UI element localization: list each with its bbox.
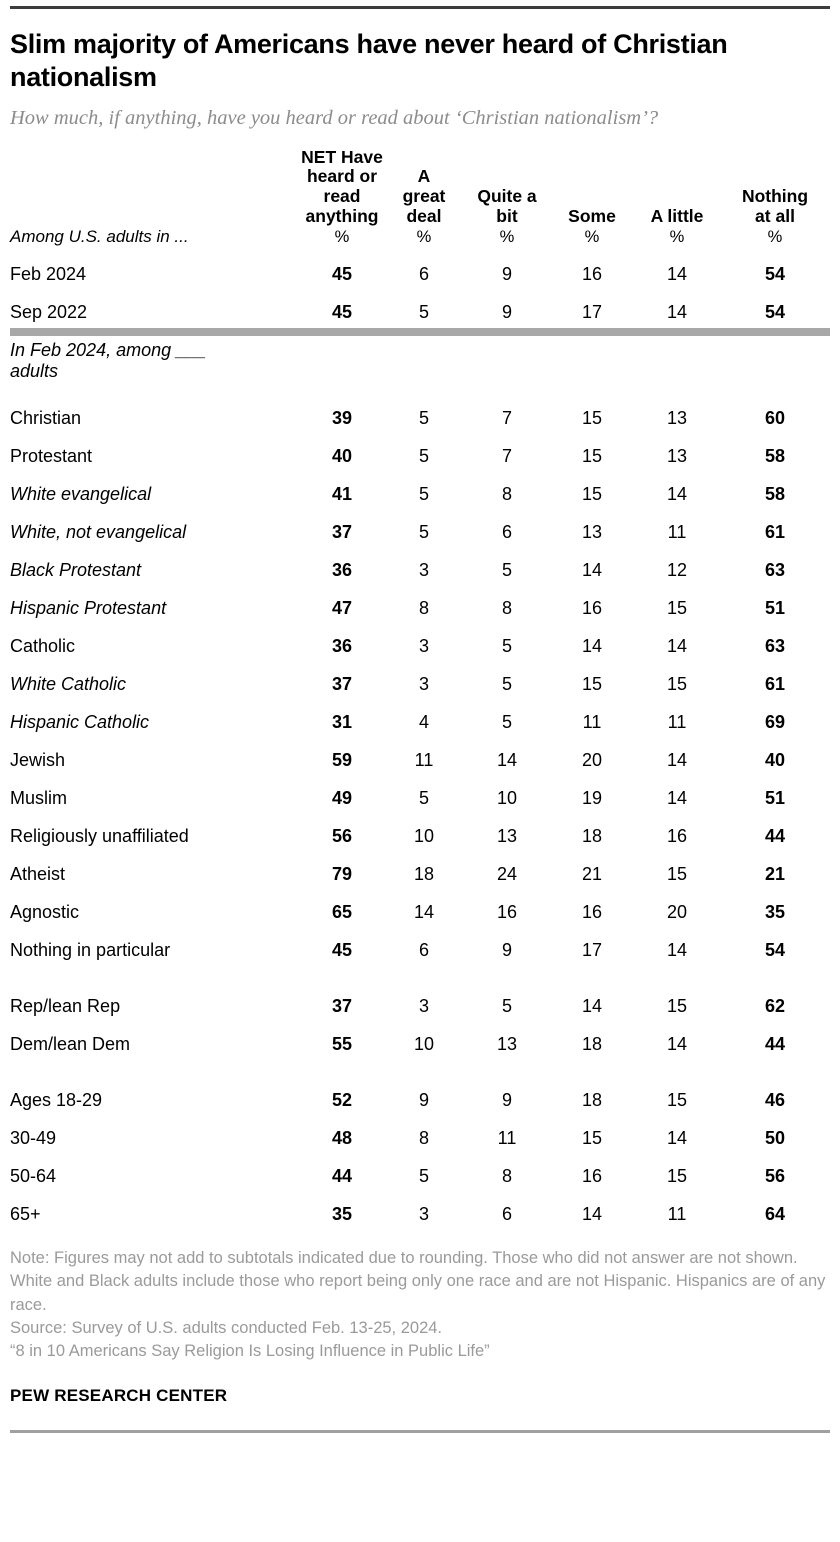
cell-value: 14	[496, 749, 518, 770]
cell-value: 36	[331, 635, 353, 656]
cell-value: 44	[331, 1165, 353, 1186]
cell-value: 8	[418, 1127, 429, 1148]
cell-value: 35	[764, 901, 786, 922]
row-label: White Catholic	[10, 673, 127, 694]
pew-research-center-logo: PEW RESEARCH CENTER	[10, 1385, 228, 1405]
cell-value: 65	[331, 901, 353, 922]
table-row	[10, 847, 830, 885]
cell-value: 15	[581, 1127, 603, 1148]
row-label: Atheist	[10, 863, 66, 884]
unit-percent-symbol: %	[767, 227, 783, 246]
cell-value: 63	[764, 559, 786, 580]
row-label: Muslim	[10, 787, 67, 808]
cell-value: 15	[581, 483, 603, 504]
cell-value: 15	[581, 445, 603, 466]
cell-value: 46	[764, 1089, 786, 1110]
cell-value: 37	[331, 521, 353, 542]
row-label: Protestant	[10, 445, 93, 466]
row-label: Catholic	[10, 635, 76, 656]
header-great-deal-line-1: A	[417, 166, 431, 187]
cell-value: 4	[418, 711, 429, 732]
cell-value: 14	[666, 301, 688, 322]
cell-value: 13	[666, 445, 688, 466]
cell-value: 16	[581, 263, 603, 284]
cell-value: 20	[666, 901, 688, 922]
section-divider-band	[10, 323, 830, 336]
cell-value: 19	[581, 787, 603, 808]
divider-bar-cell	[10, 323, 830, 336]
footer-notes	[10, 1247, 830, 1364]
cell-value: 11	[497, 1127, 517, 1148]
cell-value: 14	[666, 483, 688, 504]
cell-value: 9	[501, 301, 512, 322]
cell-value: 10	[413, 825, 435, 846]
row-label: Feb 2024	[10, 263, 87, 284]
cell-value: 15	[666, 863, 688, 884]
cell-value: 18	[581, 1033, 603, 1054]
table-row	[10, 1149, 830, 1187]
cell-value: 16	[581, 597, 603, 618]
cell-value: 45	[331, 939, 353, 960]
group-spacer-cell	[10, 961, 830, 979]
cell-value: 52	[331, 1089, 353, 1110]
cell-value: 14	[666, 635, 688, 656]
cell-value: 36	[331, 559, 353, 580]
header-nothing-at-all	[720, 148, 830, 227]
cell-value: 51	[764, 787, 786, 808]
cell-value: 69	[764, 711, 786, 732]
cell-value: 58	[764, 445, 786, 466]
top-divider	[10, 6, 830, 9]
cell-value: 15	[666, 597, 688, 618]
cell-value: 5	[501, 559, 512, 580]
row-label: Nothing in particular	[10, 939, 171, 960]
cell-value: 58	[764, 483, 786, 504]
table-row	[10, 733, 830, 771]
cell-value: 14	[581, 1203, 603, 1224]
cell-value: 5	[501, 995, 512, 1016]
cell-value: 3	[418, 559, 429, 580]
table-row	[10, 619, 830, 657]
cell-value: 9	[501, 1089, 512, 1110]
cell-value: 63	[764, 635, 786, 656]
table-row	[10, 1111, 830, 1149]
table-row	[10, 979, 830, 1017]
cell-value: 14	[666, 1127, 688, 1148]
row-label: White, not evangelical	[10, 521, 187, 542]
cell-value: 35	[331, 1203, 353, 1224]
cell-value: 61	[764, 673, 786, 694]
cell-value: 5	[418, 445, 429, 466]
header-a-great-deal	[384, 148, 464, 227]
note-text: Note: Figures may not add to subtotals indicated due to rounding. Those who did not answer are not shown. White and Black adults include those who report being only one race and are not Hispanic. Hispanics are of any race.	[10, 1248, 826, 1314]
divider-bar	[10, 328, 830, 336]
table-row	[10, 1187, 830, 1225]
cell-value: 8	[501, 597, 512, 618]
row-label: 50-64	[10, 1165, 57, 1186]
cell-value: 31	[331, 711, 353, 732]
cell-value: 17	[581, 939, 603, 960]
header-net-line-3: read	[323, 186, 361, 207]
section-header-row	[10, 336, 830, 391]
cell-value: 18	[581, 825, 603, 846]
cell-value: 5	[501, 711, 512, 732]
cell-value: 50	[764, 1127, 786, 1148]
cell-value: 9	[501, 939, 512, 960]
unit-percent-symbol: %	[499, 227, 515, 246]
header-net-line-4: anything	[305, 205, 379, 226]
table-row	[10, 505, 830, 543]
units-row-label: Among U.S. adults in ...	[10, 226, 189, 246]
table-row	[10, 1017, 830, 1055]
cell-value: 8	[501, 483, 512, 504]
cell-value: 15	[581, 407, 603, 428]
group-spacer	[10, 961, 830, 979]
cell-value: 14	[581, 559, 603, 580]
cell-value: 9	[501, 263, 512, 284]
unit-percent-symbol: %	[669, 227, 685, 246]
group-spacer	[10, 1055, 830, 1073]
row-label: 65+	[10, 1203, 41, 1224]
cell-value: 17	[581, 301, 603, 322]
page-title: Slim majority of Americans have never heard of Christian nationalism	[10, 29, 728, 92]
cell-value: 16	[581, 901, 603, 922]
table-row	[10, 1073, 830, 1111]
table-row	[10, 657, 830, 695]
cell-value: 64	[764, 1203, 786, 1224]
cell-value: 39	[331, 407, 353, 428]
cell-value: 37	[331, 673, 353, 694]
cell-value: 5	[501, 635, 512, 656]
cell-value: 54	[764, 939, 786, 960]
cell-value: 55	[331, 1033, 353, 1054]
header-great-deal-line-2: great	[402, 186, 446, 207]
cell-value: 16	[666, 825, 688, 846]
cell-value: 3	[418, 635, 429, 656]
table-row	[10, 247, 830, 285]
row-label: Sep 2022	[10, 301, 88, 322]
header-net-line-1: NET Have	[301, 146, 383, 167]
cell-value: 45	[331, 301, 353, 322]
header-quite-a-bit	[464, 148, 550, 227]
cell-value: 56	[764, 1165, 786, 1186]
row-label: Jewish	[10, 749, 66, 770]
header-some	[550, 148, 634, 227]
header-great-deal-line-3: deal	[406, 205, 442, 226]
cell-value: 45	[331, 263, 353, 284]
section-header-line: adults	[10, 361, 59, 382]
row-label: Black Protestant	[10, 559, 142, 580]
section-header-line: In Feb 2024, among ___	[10, 339, 207, 360]
header-a-little	[634, 148, 720, 227]
cell-value: 21	[581, 863, 603, 884]
cell-value: 3	[418, 995, 429, 1016]
source-text: Source: Survey of U.S. adults conducted Feb. 13-25, 2024.	[10, 1319, 443, 1338]
cell-value: 11	[414, 749, 434, 770]
cell-value: 15	[666, 673, 688, 694]
cell-value: 11	[667, 1203, 687, 1224]
cell-value: 9	[418, 1089, 429, 1110]
header-net-have-heard	[300, 148, 384, 227]
cell-value: 5	[418, 521, 429, 542]
cell-value: 48	[331, 1127, 353, 1148]
cell-value: 6	[418, 939, 429, 960]
cell-value: 13	[581, 521, 603, 542]
header-label-column	[10, 148, 300, 227]
cell-value: 6	[501, 1203, 512, 1224]
cell-value: 15	[666, 1089, 688, 1110]
cell-value: 79	[331, 863, 353, 884]
table-row	[10, 543, 830, 581]
cell-value: 15	[666, 1165, 688, 1186]
row-label: Ages 18-29	[10, 1089, 103, 1110]
header-nothing-line-1: Nothing	[741, 186, 809, 207]
cell-value: 11	[582, 711, 602, 732]
cell-value: 8	[501, 1165, 512, 1186]
row-label: Agnostic	[10, 901, 80, 922]
cell-value: 5	[418, 483, 429, 504]
cell-value: 14	[666, 263, 688, 284]
cell-value: 47	[331, 597, 353, 618]
table-row	[10, 809, 830, 847]
table-row	[10, 467, 830, 505]
unit-percent-symbol: %	[416, 227, 432, 246]
cell-value: 15	[666, 995, 688, 1016]
row-label: Religiously unaffiliated	[10, 825, 189, 846]
cell-value: 5	[418, 301, 429, 322]
cell-value: 44	[764, 1033, 786, 1054]
infographic-sheet	[0, 6, 840, 1542]
cell-value: 14	[413, 901, 435, 922]
cell-value: 13	[666, 407, 688, 428]
cell-value: 10	[413, 1033, 435, 1054]
cell-value: 3	[418, 673, 429, 694]
cell-value: 41	[331, 483, 353, 504]
cell-value: 12	[666, 559, 688, 580]
row-label: Dem/lean Dem	[10, 1033, 131, 1054]
cell-value: 20	[581, 749, 603, 770]
row-label: Hispanic Protestant	[10, 597, 167, 618]
cell-value: 13	[496, 1033, 518, 1054]
row-label: White evangelical	[10, 483, 152, 504]
table-header-row	[10, 148, 830, 227]
cell-value: 40	[331, 445, 353, 466]
cell-value: 10	[496, 787, 518, 808]
cell-value: 51	[764, 597, 786, 618]
cell-value: 18	[581, 1089, 603, 1110]
cell-value: 7	[501, 407, 512, 428]
cell-value: 6	[418, 263, 429, 284]
header-quite-bit-line-1: Quite a	[477, 186, 537, 207]
cell-value: 40	[764, 749, 786, 770]
cell-value: 44	[764, 825, 786, 846]
row-label: Hispanic Catholic	[10, 711, 150, 732]
cell-value: 11	[667, 711, 687, 732]
cell-value: 5	[418, 407, 429, 428]
row-label: Rep/lean Rep	[10, 995, 121, 1016]
row-label: 30-49	[10, 1127, 57, 1148]
header-a-little-line-1: A little	[650, 205, 704, 226]
table-row	[10, 885, 830, 923]
cell-value: 5	[418, 787, 429, 808]
report-title-text: “8 in 10 Americans Say Religion Is Losing Influence in Public Life”	[10, 1342, 490, 1361]
page-subtitle: How much, if anything, have you heard or read about ‘Christian nationalism’?	[10, 106, 659, 129]
table-row	[10, 923, 830, 961]
cell-value: 56	[331, 825, 353, 846]
cell-value: 5	[501, 673, 512, 694]
header-quite-bit-line-2: bit	[496, 205, 518, 226]
section-header-label	[10, 336, 830, 391]
cell-value: 14	[666, 749, 688, 770]
cell-value: 5	[418, 1165, 429, 1186]
group-spacer-cell	[10, 1055, 830, 1073]
cell-value: 14	[666, 939, 688, 960]
cell-value: 59	[331, 749, 353, 770]
table-row	[10, 771, 830, 809]
cell-value: 54	[764, 263, 786, 284]
cell-value: 21	[764, 863, 786, 884]
cell-value: 15	[581, 673, 603, 694]
cell-value: 62	[764, 995, 786, 1016]
cell-value: 14	[666, 787, 688, 808]
cell-value: 60	[764, 407, 786, 428]
table-row	[10, 695, 830, 733]
cell-value: 37	[331, 995, 353, 1016]
cell-value: 8	[418, 597, 429, 618]
unit-percent-symbol: %	[584, 227, 600, 246]
cell-value: 49	[331, 787, 353, 808]
header-nothing-line-2: at all	[755, 205, 795, 226]
cell-value: 24	[496, 863, 518, 884]
table-row	[10, 581, 830, 619]
bottom-divider	[10, 1430, 830, 1433]
cell-value: 16	[581, 1165, 603, 1186]
cell-value: 7	[501, 445, 512, 466]
cell-value: 61	[764, 521, 786, 542]
cell-value: 11	[667, 521, 687, 542]
table-row	[10, 429, 830, 467]
unit-percent-symbol: %	[334, 227, 350, 246]
table-body	[10, 227, 830, 1225]
cell-value: 54	[764, 301, 786, 322]
cell-value: 14	[581, 635, 603, 656]
cell-value: 18	[413, 863, 435, 884]
row-label: Christian	[10, 407, 82, 428]
results-table	[10, 148, 830, 1225]
table-row	[10, 285, 830, 323]
cell-value: 14	[666, 1033, 688, 1054]
cell-value: 14	[581, 995, 603, 1016]
cell-value: 3	[418, 1203, 429, 1224]
table-row	[10, 391, 830, 429]
header-net-line-2: heard or	[306, 166, 378, 187]
header-some-line-1: Some	[568, 205, 616, 226]
units-row	[10, 227, 830, 247]
cell-value: 16	[496, 901, 518, 922]
cell-value: 13	[496, 825, 518, 846]
cell-value: 6	[501, 521, 512, 542]
